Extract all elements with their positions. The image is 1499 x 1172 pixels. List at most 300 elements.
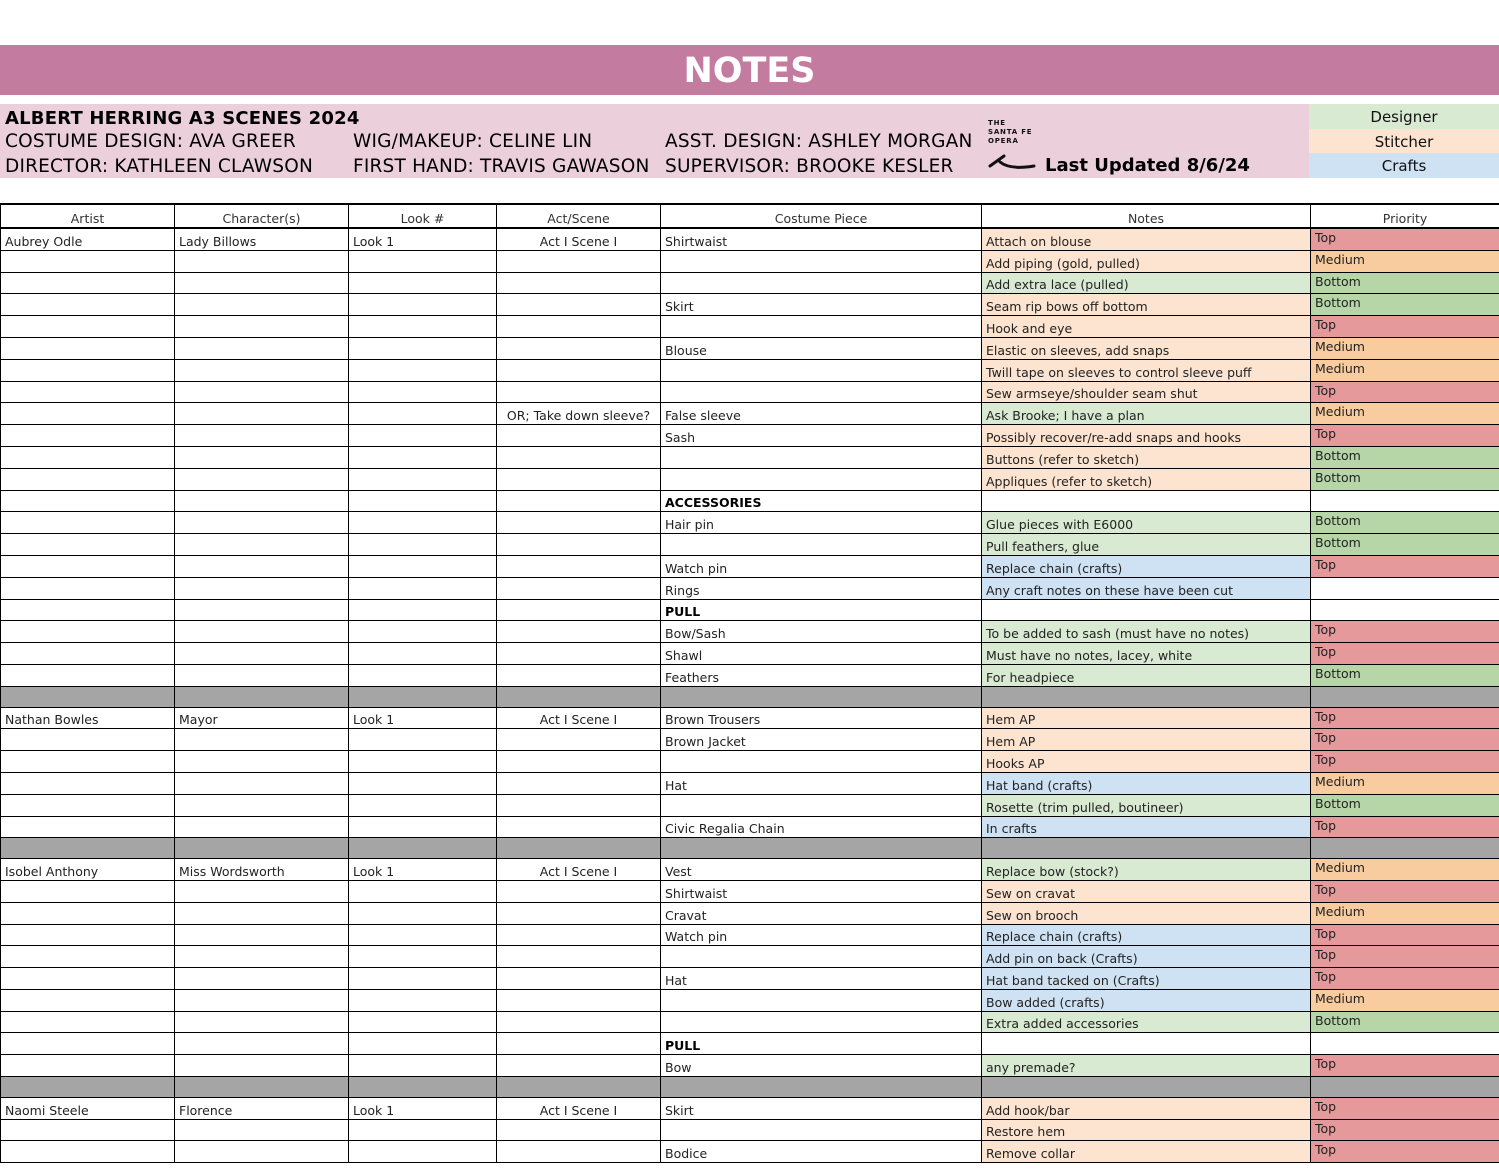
- cell-look[interactable]: [349, 1055, 497, 1077]
- table-row: [1, 446, 1499, 468]
- cell-act-scene[interactable]: [497, 816, 661, 838]
- cell-artist[interactable]: [1, 1141, 175, 1163]
- cell-character[interactable]: [175, 316, 349, 338]
- cell-artist[interactable]: Nathan Bowles: [1, 707, 175, 729]
- cell-costume-piece[interactable]: Bodice: [661, 1141, 982, 1163]
- table-row: [1, 1055, 1499, 1077]
- cell-character[interactable]: Florence: [175, 1097, 349, 1119]
- cell-look[interactable]: Look 1: [349, 859, 497, 881]
- cell-character[interactable]: [175, 621, 349, 643]
- column-header-look[interactable]: Look #: [349, 204, 497, 228]
- cell-artist[interactable]: [1, 924, 175, 946]
- cell-character[interactable]: [175, 577, 349, 599]
- cell-priority[interactable]: [1311, 577, 1499, 599]
- cell-character[interactable]: [175, 1119, 349, 1141]
- cell-look[interactable]: [349, 294, 497, 316]
- cell-notes[interactable]: Sew armseye/shoulder seam shut: [982, 381, 1311, 403]
- cell-priority[interactable]: Top: [1311, 555, 1499, 577]
- cell-priority[interactable]: Top: [1311, 425, 1499, 447]
- cell-character[interactable]: [175, 512, 349, 534]
- supervisor-credit: SUPERVISOR: BROOKE KESLER: [665, 156, 954, 177]
- cell-notes[interactable]: Twill tape on sleeves to control sleeve puff: [982, 359, 1311, 381]
- cell-look[interactable]: [349, 621, 497, 643]
- cell-look[interactable]: [349, 772, 497, 794]
- cell-priority[interactable]: Bottom: [1311, 294, 1499, 316]
- cell-act-scene[interactable]: [497, 1141, 661, 1163]
- cell-notes[interactable]: Ask Brooke; I have a plan: [982, 403, 1311, 425]
- table-header-row: [1, 204, 1499, 228]
- cell-character[interactable]: [175, 555, 349, 577]
- cell-costume-piece[interactable]: Bow: [661, 1055, 982, 1077]
- cell-notes[interactable]: Add piping (gold, pulled): [982, 250, 1311, 272]
- cell-priority[interactable]: Top: [1311, 816, 1499, 838]
- cell-character[interactable]: [175, 1011, 349, 1033]
- cell-act-scene[interactable]: [497, 512, 661, 534]
- cell-character[interactable]: [175, 816, 349, 838]
- cell-priority[interactable]: Top: [1311, 924, 1499, 946]
- cell-priority[interactable]: Medium: [1311, 859, 1499, 881]
- cell-act-scene[interactable]: Act I Scene I: [497, 859, 661, 881]
- cell-notes[interactable]: Any craft notes on these have been cut: [982, 577, 1311, 599]
- cell-notes[interactable]: Restore hem: [982, 1119, 1311, 1141]
- cell-costume-piece[interactable]: False sleeve: [661, 403, 982, 425]
- cell-act-scene[interactable]: [497, 425, 661, 447]
- cell-artist[interactable]: [1, 729, 175, 751]
- column-header-act-scene[interactable]: Act/Scene: [497, 204, 661, 228]
- cell-notes[interactable]: Hat band tacked on (Crafts): [982, 968, 1311, 990]
- cell-act-scene[interactable]: [497, 1011, 661, 1033]
- cell-notes[interactable]: Remove collar: [982, 1141, 1311, 1163]
- cell-act-scene[interactable]: Act I Scene I: [497, 1097, 661, 1119]
- column-header-artist[interactable]: Artist: [1, 204, 175, 228]
- cell-notes[interactable]: Hem AP: [982, 707, 1311, 729]
- cell-priority[interactable]: Bottom: [1311, 1011, 1499, 1033]
- cell-artist[interactable]: [1, 403, 175, 425]
- cell-character[interactable]: [175, 664, 349, 686]
- cell-notes[interactable]: To be added to sash (must have no notes): [982, 621, 1311, 643]
- cell-artist[interactable]: Aubrey Odle: [1, 228, 175, 250]
- cell-act-scene[interactable]: [497, 316, 661, 338]
- cell-priority[interactable]: Top: [1311, 1141, 1499, 1163]
- cell-character[interactable]: [175, 425, 349, 447]
- cell-character[interactable]: [175, 1055, 349, 1077]
- cell-artist[interactable]: [1, 1055, 175, 1077]
- cell-artist[interactable]: [1, 577, 175, 599]
- cell-act-scene[interactable]: [497, 946, 661, 968]
- cell-act-scene[interactable]: [497, 1119, 661, 1141]
- cell-act-scene[interactable]: [497, 794, 661, 816]
- cell-look[interactable]: [349, 751, 497, 773]
- cell-artist[interactable]: [1, 946, 175, 968]
- cell-costume-piece[interactable]: [661, 751, 982, 773]
- cell-priority[interactable]: Bottom: [1311, 468, 1499, 490]
- cell-look[interactable]: [349, 468, 497, 490]
- cell-act-scene[interactable]: [497, 989, 661, 1011]
- cell-costume-piece[interactable]: [661, 381, 982, 403]
- cell-character[interactable]: [175, 599, 349, 621]
- cell-notes[interactable]: Buttons (refer to sketch): [982, 446, 1311, 468]
- cell-costume-piece[interactable]: Skirt: [661, 1097, 982, 1119]
- cell-priority[interactable]: Top: [1311, 1055, 1499, 1077]
- logo-swoosh-icon: [988, 152, 1036, 170]
- cell-look[interactable]: [349, 381, 497, 403]
- cell-priority[interactable]: Top: [1311, 381, 1499, 403]
- cell-act-scene[interactable]: [497, 359, 661, 381]
- cell-character[interactable]: [175, 1033, 349, 1055]
- cell-artist[interactable]: [1, 751, 175, 773]
- cell-look[interactable]: [349, 316, 497, 338]
- cell-character[interactable]: [175, 403, 349, 425]
- cell-priority[interactable]: Medium: [1311, 989, 1499, 1011]
- cell-look[interactable]: [349, 968, 497, 990]
- cell-act-scene[interactable]: [497, 902, 661, 924]
- cell-act-scene[interactable]: [497, 294, 661, 316]
- cell-artist[interactable]: [1, 555, 175, 577]
- cell-priority[interactable]: Bottom: [1311, 446, 1499, 468]
- cell-act-scene[interactable]: Act I Scene I: [497, 707, 661, 729]
- cell-act-scene[interactable]: [497, 381, 661, 403]
- cell-notes[interactable]: Add pin on back (Crafts): [982, 946, 1311, 968]
- cell-character[interactable]: [175, 381, 349, 403]
- cell-look[interactable]: [349, 403, 497, 425]
- cell-costume-piece[interactable]: Bow/Sash: [661, 621, 982, 643]
- first-hand-credit: FIRST HAND: TRAVIS GAWASON: [353, 156, 650, 177]
- cell-act-scene[interactable]: [497, 1055, 661, 1077]
- cell-character[interactable]: [175, 359, 349, 381]
- cell-costume-piece[interactable]: [661, 1119, 982, 1141]
- cell-costume-piece[interactable]: [661, 359, 982, 381]
- cell-artist[interactable]: [1, 1011, 175, 1033]
- cell-act-scene[interactable]: [497, 968, 661, 990]
- cell-priority[interactable]: Top: [1311, 228, 1499, 250]
- cell-act-scene[interactable]: [497, 272, 661, 294]
- cell-artist[interactable]: [1, 446, 175, 468]
- cell-notes[interactable]: In crafts: [982, 816, 1311, 838]
- cell-notes[interactable]: Sew on cravat: [982, 880, 1311, 902]
- cell-look[interactable]: [349, 729, 497, 751]
- cell-look[interactable]: [349, 446, 497, 468]
- cell-character[interactable]: Miss Wordsworth: [175, 859, 349, 881]
- cell-artist[interactable]: [1, 425, 175, 447]
- cell-costume-piece[interactable]: Brown Trousers: [661, 707, 982, 729]
- cell-costume-piece[interactable]: Feathers: [661, 664, 982, 686]
- cell-look[interactable]: Look 1: [349, 707, 497, 729]
- cell-character[interactable]: [175, 337, 349, 359]
- cell-notes[interactable]: Seam rip bows off bottom: [982, 294, 1311, 316]
- cell-act-scene[interactable]: [497, 772, 661, 794]
- cell-notes[interactable]: Must have no notes, lacey, white: [982, 643, 1311, 665]
- cell-character[interactable]: [175, 902, 349, 924]
- cell-character[interactable]: [175, 468, 349, 490]
- cell-act-scene[interactable]: [497, 1033, 661, 1055]
- cell-notes[interactable]: For headpiece: [982, 664, 1311, 686]
- cell-look[interactable]: [349, 880, 497, 902]
- cell-character[interactable]: [175, 989, 349, 1011]
- cell-priority[interactable]: Medium: [1311, 902, 1499, 924]
- cell-character[interactable]: [175, 968, 349, 990]
- cell-artist[interactable]: [1, 1119, 175, 1141]
- cell-look[interactable]: Look 1: [349, 1097, 497, 1119]
- table-row: [1, 359, 1499, 381]
- cell-act-scene[interactable]: [497, 643, 661, 665]
- cell-notes[interactable]: Elastic on sleeves, add snaps: [982, 337, 1311, 359]
- cell-costume-piece[interactable]: Watch pin: [661, 555, 982, 577]
- cell-act-scene[interactable]: [497, 446, 661, 468]
- cell-priority[interactable]: Top: [1311, 968, 1499, 990]
- santa-fe-opera-logo: [988, 119, 1048, 177]
- cell-character[interactable]: [175, 946, 349, 968]
- cell-costume-piece[interactable]: Watch pin: [661, 924, 982, 946]
- cell-costume-piece[interactable]: Shirtwaist: [661, 228, 982, 250]
- cell-act-scene[interactable]: [497, 577, 661, 599]
- cell-priority[interactable]: [1311, 1033, 1499, 1055]
- cell-character[interactable]: Mayor: [175, 707, 349, 729]
- cell-costume-piece[interactable]: Vest: [661, 859, 982, 881]
- cell-look[interactable]: [349, 1119, 497, 1141]
- cell-notes[interactable]: Add extra lace (pulled): [982, 272, 1311, 294]
- cell-notes[interactable]: Hook and eye: [982, 316, 1311, 338]
- cell-notes[interactable]: Replace chain (crafts): [982, 555, 1311, 577]
- column-header-notes[interactable]: Notes: [982, 204, 1311, 228]
- cell-artist[interactable]: [1, 316, 175, 338]
- cell-character[interactable]: [175, 490, 349, 512]
- cell-character[interactable]: [175, 250, 349, 272]
- cell-artist[interactable]: [1, 468, 175, 490]
- cell-artist[interactable]: [1, 664, 175, 686]
- cell-costume-piece[interactable]: [661, 1011, 982, 1033]
- cell-artist[interactable]: [1, 512, 175, 534]
- column-header-character[interactable]: Character(s): [175, 204, 349, 228]
- cell-artist[interactable]: [1, 359, 175, 381]
- cell-look[interactable]: [349, 1033, 497, 1055]
- cell-look[interactable]: [349, 989, 497, 1011]
- cell-notes[interactable]: Hem AP: [982, 729, 1311, 751]
- cell-notes[interactable]: Rosette (trim pulled, boutineer): [982, 794, 1311, 816]
- cell-costume-piece[interactable]: [661, 989, 982, 1011]
- cell-artist[interactable]: [1, 490, 175, 512]
- cell-artist[interactable]: [1, 902, 175, 924]
- cell-notes[interactable]: [982, 490, 1311, 512]
- cell-artist[interactable]: [1, 1033, 175, 1055]
- cell-look[interactable]: [349, 272, 497, 294]
- cell-notes[interactable]: Attach on blouse: [982, 228, 1311, 250]
- cell-artist[interactable]: [1, 880, 175, 902]
- cell-act-scene[interactable]: [497, 621, 661, 643]
- cell-costume-piece[interactable]: Blouse: [661, 337, 982, 359]
- cell-artist[interactable]: [1, 534, 175, 556]
- cell-priority[interactable]: Top: [1311, 729, 1499, 751]
- cell-look[interactable]: Look 1: [349, 228, 497, 250]
- table-row: [1, 751, 1499, 773]
- cell-costume-piece[interactable]: PULL: [661, 599, 982, 621]
- cell-costume-piece[interactable]: [661, 272, 982, 294]
- cell-look[interactable]: [349, 250, 497, 272]
- cell-priority[interactable]: Medium: [1311, 403, 1499, 425]
- cell-look[interactable]: [349, 534, 497, 556]
- cell-priority[interactable]: Bottom: [1311, 794, 1499, 816]
- cell-character[interactable]: [175, 446, 349, 468]
- cell-notes[interactable]: Replace chain (crafts): [982, 924, 1311, 946]
- cell-priority[interactable]: Bottom: [1311, 512, 1499, 534]
- cell-act-scene[interactable]: [497, 924, 661, 946]
- cell-artist[interactable]: [1, 816, 175, 838]
- cell-priority[interactable]: Medium: [1311, 250, 1499, 272]
- cell-priority[interactable]: Top: [1311, 880, 1499, 902]
- cell-costume-piece[interactable]: [661, 316, 982, 338]
- cell-look[interactable]: [349, 425, 497, 447]
- cell-costume-piece[interactable]: [661, 446, 982, 468]
- cell-act-scene[interactable]: [497, 337, 661, 359]
- cell-character[interactable]: [175, 294, 349, 316]
- table-row: [1, 859, 1499, 881]
- cell-look[interactable]: [349, 577, 497, 599]
- cell-look[interactable]: [349, 1011, 497, 1033]
- cell-character[interactable]: [175, 794, 349, 816]
- cell-look[interactable]: [349, 512, 497, 534]
- cell-costume-piece[interactable]: ACCESSORIES: [661, 490, 982, 512]
- cell-look[interactable]: [349, 794, 497, 816]
- cell-notes[interactable]: Hat band (crafts): [982, 772, 1311, 794]
- cell-priority[interactable]: Bottom: [1311, 664, 1499, 686]
- cell-priority[interactable]: Medium: [1311, 772, 1499, 794]
- cell-notes[interactable]: Bow added (crafts): [982, 989, 1311, 1011]
- cell-costume-piece[interactable]: Skirt: [661, 294, 982, 316]
- cell-priority[interactable]: Top: [1311, 621, 1499, 643]
- cell-costume-piece[interactable]: Shawl: [661, 643, 982, 665]
- cell-look[interactable]: [349, 337, 497, 359]
- cell-priority[interactable]: Top: [1311, 1097, 1499, 1119]
- cell-character[interactable]: [175, 1141, 349, 1163]
- cell-character[interactable]: [175, 772, 349, 794]
- cell-character[interactable]: [175, 272, 349, 294]
- cell-costume-piece[interactable]: Shirtwaist: [661, 880, 982, 902]
- cell-act-scene[interactable]: [497, 468, 661, 490]
- cell-costume-piece[interactable]: Hair pin: [661, 512, 982, 534]
- cell-look[interactable]: [349, 1141, 497, 1163]
- cell-character[interactable]: [175, 751, 349, 773]
- cell-notes[interactable]: Hooks AP: [982, 751, 1311, 773]
- cell-look[interactable]: [349, 664, 497, 686]
- cell-priority[interactable]: [1311, 599, 1499, 621]
- cell-look[interactable]: [349, 490, 497, 512]
- cell-character[interactable]: [175, 880, 349, 902]
- cell-priority[interactable]: Top: [1311, 751, 1499, 773]
- cell-artist[interactable]: [1, 621, 175, 643]
- cell-artist[interactable]: Naomi Steele: [1, 1097, 175, 1119]
- cell-costume-piece[interactable]: Sash: [661, 425, 982, 447]
- cell-costume-piece[interactable]: Hat: [661, 968, 982, 990]
- cell-character[interactable]: [175, 534, 349, 556]
- cell-act-scene[interactable]: OR; Take down sleeve?: [497, 403, 661, 425]
- cell-artist[interactable]: [1, 294, 175, 316]
- table-row: [1, 425, 1499, 447]
- cell-artist[interactable]: [1, 772, 175, 794]
- cell-look[interactable]: [349, 902, 497, 924]
- cell-costume-piece[interactable]: [661, 534, 982, 556]
- cell-look[interactable]: [349, 924, 497, 946]
- cell-priority[interactable]: [1311, 490, 1499, 512]
- cell-look[interactable]: [349, 599, 497, 621]
- cell-priority[interactable]: Medium: [1311, 359, 1499, 381]
- cell-act-scene[interactable]: [497, 250, 661, 272]
- cell-notes[interactable]: [982, 599, 1311, 621]
- cell-costume-piece[interactable]: [661, 794, 982, 816]
- cell-notes[interactable]: Possibly recover/re-add snaps and hooks: [982, 425, 1311, 447]
- cell-artist[interactable]: [1, 599, 175, 621]
- cell-notes[interactable]: Add hook/bar: [982, 1097, 1311, 1119]
- cell-act-scene[interactable]: [497, 490, 661, 512]
- cell-priority[interactable]: Medium: [1311, 337, 1499, 359]
- cell-notes[interactable]: Appliques (refer to sketch): [982, 468, 1311, 490]
- cell-look[interactable]: [349, 946, 497, 968]
- cell-notes[interactable]: [982, 1033, 1311, 1055]
- cell-notes[interactable]: Replace bow (stock?): [982, 859, 1311, 881]
- cell-priority[interactable]: Top: [1311, 643, 1499, 665]
- cell-act-scene[interactable]: [497, 555, 661, 577]
- cell-artist[interactable]: [1, 989, 175, 1011]
- separator-cell: [982, 838, 1311, 859]
- cell-notes[interactable]: Pull feathers, glue: [982, 534, 1311, 556]
- cell-priority[interactable]: Bottom: [1311, 534, 1499, 556]
- cell-artist[interactable]: [1, 968, 175, 990]
- cell-act-scene[interactable]: Act I Scene I: [497, 228, 661, 250]
- cell-notes[interactable]: Sew on brooch: [982, 902, 1311, 924]
- cell-notes[interactable]: Glue pieces with E6000: [982, 512, 1311, 534]
- cell-priority[interactable]: Top: [1311, 707, 1499, 729]
- cell-act-scene[interactable]: [497, 729, 661, 751]
- cell-costume-piece[interactable]: Cravat: [661, 902, 982, 924]
- cell-priority[interactable]: Top: [1311, 316, 1499, 338]
- column-header-priority[interactable]: Priority: [1311, 204, 1499, 228]
- column-header-costume-piece[interactable]: Costume Piece: [661, 204, 982, 228]
- cell-character[interactable]: [175, 729, 349, 751]
- cell-costume-piece[interactable]: [661, 468, 982, 490]
- cell-character[interactable]: [175, 924, 349, 946]
- cell-act-scene[interactable]: [497, 534, 661, 556]
- cell-artist[interactable]: [1, 643, 175, 665]
- cell-act-scene[interactable]: [497, 880, 661, 902]
- cell-costume-piece[interactable]: [661, 250, 982, 272]
- cell-artist[interactable]: [1, 272, 175, 294]
- cell-costume-piece[interactable]: PULL: [661, 1033, 982, 1055]
- cell-notes[interactable]: any premade?: [982, 1055, 1311, 1077]
- cell-act-scene[interactable]: [497, 599, 661, 621]
- cell-act-scene[interactable]: [497, 664, 661, 686]
- cell-artist[interactable]: [1, 794, 175, 816]
- cell-costume-piece[interactable]: [661, 946, 982, 968]
- cell-costume-piece[interactable]: Hat: [661, 772, 982, 794]
- logo-line-santa-fe: SANTA FE: [988, 128, 1033, 136]
- cell-priority[interactable]: Top: [1311, 946, 1499, 968]
- cell-act-scene[interactable]: [497, 751, 661, 773]
- cell-artist[interactable]: [1, 381, 175, 403]
- cell-artist[interactable]: [1, 250, 175, 272]
- cell-look[interactable]: [349, 359, 497, 381]
- cell-notes[interactable]: Extra added accessories: [982, 1011, 1311, 1033]
- cell-priority[interactable]: Top: [1311, 1119, 1499, 1141]
- cell-look[interactable]: [349, 555, 497, 577]
- cell-look[interactable]: [349, 816, 497, 838]
- cell-look[interactable]: [349, 643, 497, 665]
- cell-character[interactable]: Lady Billows: [175, 228, 349, 250]
- cell-costume-piece[interactable]: Civic Regalia Chain: [661, 816, 982, 838]
- cell-costume-piece[interactable]: Brown Jacket: [661, 729, 982, 751]
- cell-character[interactable]: [175, 643, 349, 665]
- cell-artist[interactable]: Isobel Anthony: [1, 859, 175, 881]
- cell-costume-piece[interactable]: Rings: [661, 577, 982, 599]
- cell-artist[interactable]: [1, 337, 175, 359]
- cell-priority[interactable]: Bottom: [1311, 272, 1499, 294]
